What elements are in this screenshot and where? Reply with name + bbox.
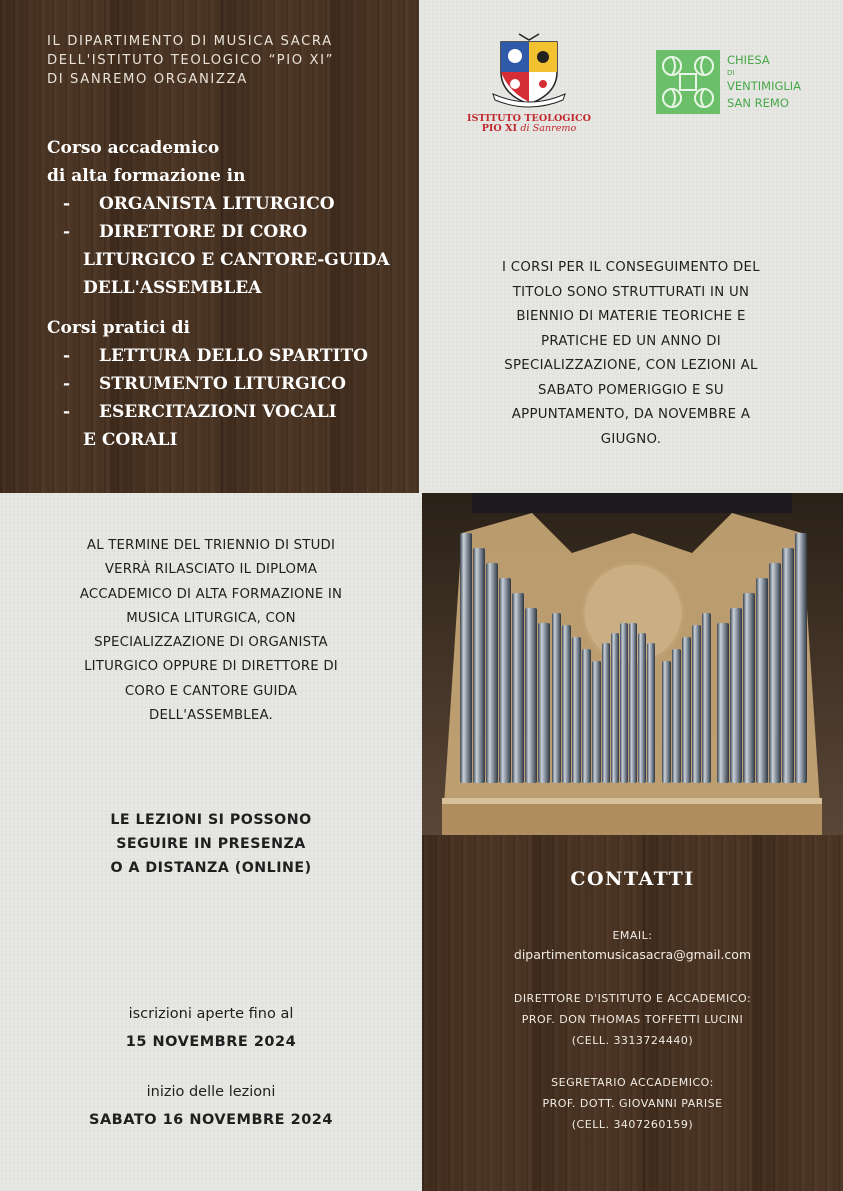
- practical-item-label: ESERCITAZIONI VOCALI: [99, 402, 337, 422]
- diocese-emblem-icon: [656, 50, 720, 114]
- intro-line: DELL'ISTITUTO TEOLOGICO “PIO XI”: [47, 53, 335, 68]
- course-item-continued: LITURGICO E CANTORE-GUIDA: [83, 250, 390, 270]
- organ-pipe: [717, 623, 729, 783]
- organ-pipe: [552, 613, 561, 783]
- organ-pipe: [512, 593, 524, 783]
- email-label: EMAIL:: [612, 929, 653, 942]
- start-label: inizio delle lezioni: [146, 1084, 276, 1100]
- organ-pipe: [525, 608, 537, 783]
- chiesa-text: CHIESA DI VENTIMIGLIA SAN REMO: [727, 53, 802, 110]
- organ-photo: [422, 493, 843, 835]
- director-phone: (CELL. 3313724440): [571, 1034, 694, 1047]
- secretary-role: SEGRETARIO ACCADEMICO:: [551, 1076, 714, 1089]
- organ-pipe: [460, 533, 472, 783]
- organ-pipe: [682, 637, 691, 783]
- organ-pipe: [647, 643, 655, 783]
- course-item: - DIRETTORE DI CORO: [47, 218, 390, 246]
- organ-pipe: [562, 625, 571, 783]
- enrollment-label: iscrizioni aperte fino al: [128, 1006, 294, 1022]
- course-block: [47, 134, 390, 302]
- organ-pipe: [672, 649, 681, 783]
- secretary-block: [422, 1072, 843, 1135]
- organ-illustration: [422, 493, 843, 835]
- intro-line: IL DIPARTIMENTO DI MUSICA SACRA: [47, 34, 333, 49]
- organ-pipe: [702, 613, 711, 783]
- chiesa-ventimiglia-logo: [656, 50, 816, 122]
- director-name: PROF. DON THOMAS TOFFETTI LUCINI: [521, 1013, 744, 1026]
- organ-pipe: [499, 578, 511, 783]
- course-item-label: ORGANISTA LITURGICO: [99, 194, 335, 214]
- course-item: - ORGANISTA LITURGICO: [47, 190, 390, 218]
- practical-item-label: STRUMENTO LITURGICO: [99, 374, 346, 394]
- organ-pipe: [730, 608, 742, 783]
- director-role: DIRETTORE D'ISTITUTO E ACCADEMICO:: [513, 992, 752, 1005]
- secretary-phone: (CELL. 3407260159): [571, 1118, 694, 1131]
- organ-pipe: [611, 633, 619, 783]
- organizer-intro: [47, 32, 334, 89]
- enrollment-date: 15 NOVEMBRE 2024: [125, 1034, 297, 1050]
- contacts-title: CONTATTI: [570, 868, 695, 890]
- course-heading-line: di alta formazione in: [47, 166, 246, 186]
- organ-pipe: [620, 623, 628, 783]
- organ-pipe: [782, 548, 794, 783]
- organ-pipe: [662, 661, 671, 783]
- practical-item-continued: E CORALI: [83, 430, 178, 450]
- course-structure-text: I CORSI PER IL CONSEGUIMENTO DEL TITOLO SONO STRUTTURATI IN UN BIENNIO DI MATERIE TEORICHE E PRATICHE ED UN ANNO DI SPECIALIZZAZIONE, CON LEZIONI AL SABATO POMERIGGIO E SU APPUNTAMENTO, DA NOVEMBRE A GIUGNO.: [502, 260, 760, 447]
- organ-pipe: [743, 593, 755, 783]
- organ-pipe: [638, 633, 646, 783]
- practical-heading: Corsi pratici di: [47, 318, 191, 338]
- organ-pipe: [756, 578, 768, 783]
- practical-item: - LETTURA DELLO SPARTITO: [47, 342, 368, 370]
- organ-pipe: [769, 563, 781, 783]
- organ-pipe: [582, 649, 591, 783]
- email-link[interactable]: dipartimentomusicasacra@gmail.com: [513, 947, 752, 962]
- course-item-label: DIRETTORE DI CORO: [99, 222, 308, 242]
- practical-item: - ESERCITAZIONI VOCALI: [47, 398, 368, 426]
- organ-pipe: [602, 643, 610, 783]
- organ-pipe: [795, 533, 807, 783]
- practical-item-label: LETTURA DELLO SPARTITO: [99, 346, 368, 366]
- organ-pipe: [572, 637, 581, 783]
- start-info: [22, 1078, 400, 1134]
- course-heading-line: Corso accademico: [47, 138, 220, 158]
- course-item-continued: DELL'ASSEMBLEA: [83, 278, 262, 298]
- organ-pipe: [473, 548, 485, 783]
- practical-block: [47, 314, 368, 454]
- intro-line: DI SANREMO ORGANIZZA: [47, 72, 248, 87]
- director-block: [422, 988, 843, 1051]
- lessons-mode-text: LE LEZIONI SI POSSONO SEGUIRE IN PRESENZA O A DISTANZA (ONLINE): [110, 812, 312, 876]
- organ-pipe: [692, 625, 701, 783]
- istituto-name-line2: PIO XI di Sanremo: [481, 123, 577, 134]
- organ-pipe: [629, 623, 637, 783]
- organ-pipe: [592, 661, 601, 783]
- secretary-name: PROF. DOTT. GIOVANNI PARISE: [542, 1097, 723, 1110]
- start-date: SABATO 16 NOVEMBRE 2024: [89, 1112, 333, 1128]
- practical-item: - STRUMENTO LITURGICO: [47, 370, 368, 398]
- coat-of-arms-icon: [489, 32, 569, 110]
- enrollment-info: [22, 1000, 400, 1056]
- diploma-text: AL TERMINE DEL TRIENNIO DI STUDI VERRÀ RILASCIATO IL DIPLOMA ACCADEMICO DI ALTA FORMAZIONE IN MUSICA LITURGICA, CON SPECIALIZZAZIONE DI ORGANISTA LITURGICO OPPURE DI DIRETTORE DI CORO E CANTORE GUIDA DELL'ASSEMBLEA.: [79, 538, 343, 724]
- istituto-teologico-logo: [466, 32, 592, 140]
- istituto-name-line1: ISTITUTO TEOLOGICO: [467, 113, 591, 124]
- organ-pipe: [538, 623, 550, 783]
- organ-pipe: [486, 563, 498, 783]
